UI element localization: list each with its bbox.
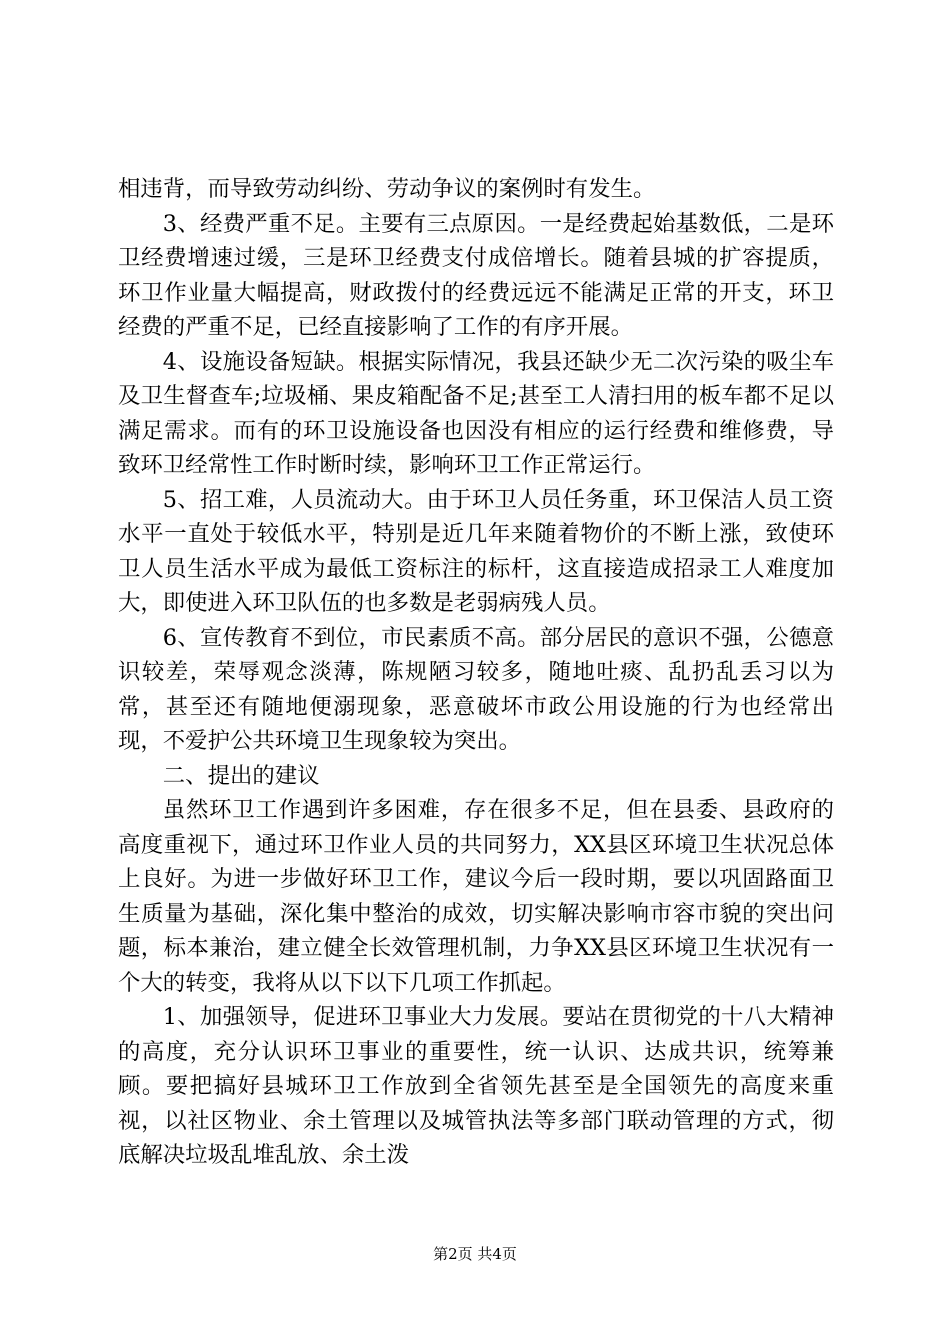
document-body [118, 172, 834, 1173]
paragraph-recruitment: 5、招工难，人员流动大。由于环卫人员任务重，环卫保洁人员工资水平一直处于较低水平，特别是近几年来随着物价的不断上涨，致使环卫人员生活水平成为最低工资标注的标杆，这直接造成招录工人难度加大，即使进入环卫队伍的也多数是老弱病残人员。 [118, 486, 834, 616]
paragraph-strengthen-leadership: 1、加强领导，促进环卫事业大力发展。要站在贯彻党的十八大精神的高度，充分认识环卫事业的重要性，统一认识、达成共识，统筹兼顾。要把搞好县城环卫工作放到全省领先甚至是全国领先的高度来重视，以社区物业、余土管理以及城管执法等多部门联动管理的方式，彻底解决垃圾乱堆乱放、余土泼 [118, 1004, 834, 1168]
paragraph-equipment-shortage: 4、设施设备短缺。根据实际情况，我县还缺少无二次污染的吸尘车及卫生督查车;垃圾桶、果皮箱配备不足;甚至工人清扫用的板车都不足以满足需求。而有的环卫设施设备也因没有相应的运行经费和维修费，导致环卫经常性工作时断时续，影响环卫工作正常运行。 [118, 348, 834, 478]
paragraph-continuation: 相违背，而导致劳动纠纷、劳动争议的案例时有发生。 [118, 176, 656, 202]
page-footer: 第2页 共4页 [433, 1245, 517, 1263]
paragraph-funding-shortage: 3、经费严重不足。主要有三点原因。一是经费起始基数低，二是环卫经费增速过缓，三是环卫经费支付成倍增长。随着县城的扩容提质，环卫作业量大幅提高，财政拨付的经费远远不能满足正常的开支，环卫经费的严重不足，已经直接影响了工作的有序开展。 [118, 210, 834, 340]
paragraph-publicity: 6、宣传教育不到位，市民素质不高。部分居民的意识不强，公德意识较差，荣辱观念淡薄，陈规陋习较多，随地吐痰、乱扔乱丢习以为常，甚至还有随地便溺现象，恶意破坏市政公用设施的行为也经常出现，不爱护公共环境卫生现象较为突出。 [118, 624, 834, 754]
paragraph-suggestions-intro: 虽然环卫工作遇到许多困难，存在很多不足，但在县委、县政府的高度重视下，通过环卫作业人员的共同努力，XX县区环境卫生状况总体上良好。为进一步做好环卫工作，建议今后一段时期，要以巩固路面卫生质量为基础，深化集中整治的成效，切实解决影响市容市貌的突出问题，标本兼治，建立健全长效管理机制，力争XX县区环境卫生状况有一个大的转变，我将从以下以下几项工作抓起。 [118, 797, 834, 996]
section-heading-suggestions: 二、提出的建议 [162, 762, 320, 789]
